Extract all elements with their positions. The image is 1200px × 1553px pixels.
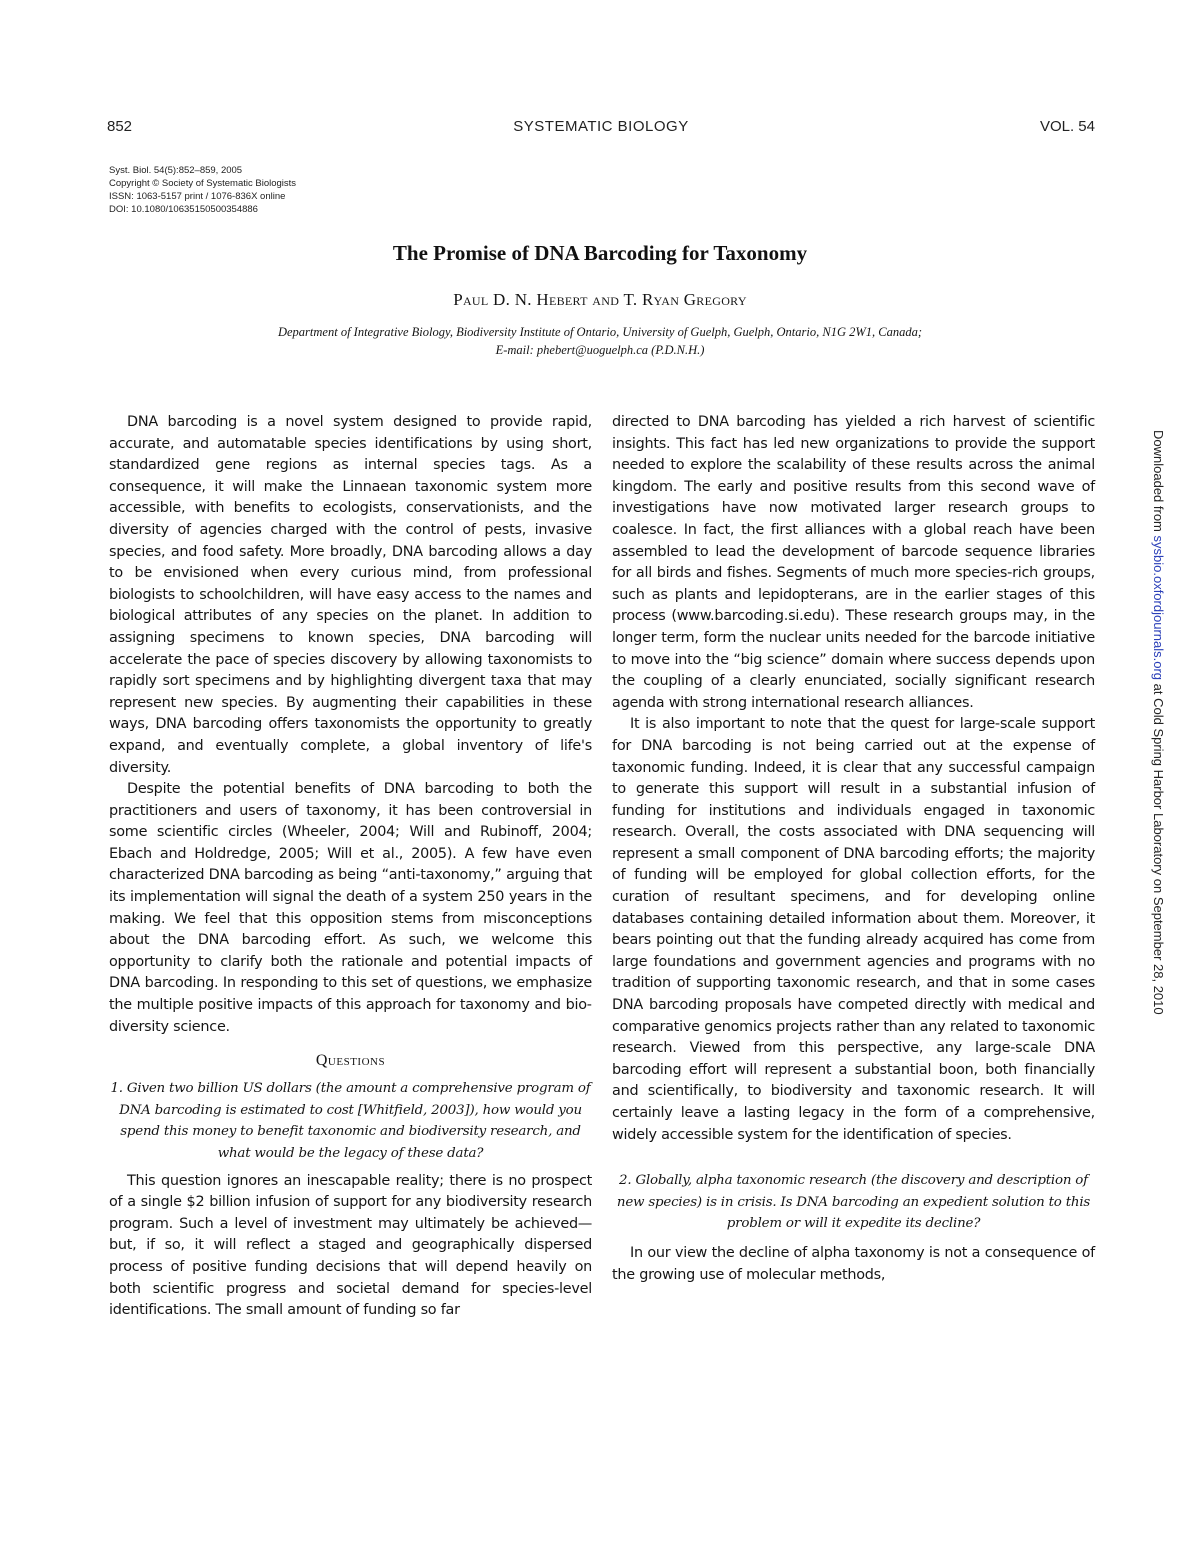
citation-block <box>109 164 296 216</box>
body-paragraph: Despite the potential benefits of DNA barcoding to both the practitioners and users of taxonomy, it has been controversial in some scientific circles (Wheeler, 2004; Will and Rubinoff, 2004; Ebach and Holdredge, 2005; Will et al., 2005). A few have even characterized DNA barcoding as being “anti-taxonomy,” arguing that its implementation will signal the death of a system 250 years in the making. We feel that this opposition stems from misconceptions about the DNA barcoding effort. As such, we welcome this opportunity to clarify both the rationale and potential impacts of DNA barcoding. In responding to this set of questions, we emphasize the multiple positive impacts of this approach for taxonomy and biodiversity science. <box>109 781 592 1035</box>
body-paragraph: directed to DNA barcoding has yielded a rich harvest of scientific insights. This fact has led new organizations to provide the support needed to explore the scalability of these results across the animal kingdom. The early and positive results from this second wave of investigations have now motivated larger research groups to coalesce. In fact, the first alliances with a global reach have been assembled to lead the development of barcode sequence libraries for all birds and fishes. Segments of much more species-rich groups, such as plants and lepidopterans, are in the earlier stages of this process (www.barcoding.si.edu). These research groups may, in the longer term, form the nuclear units needed for the barcode initiative to move into the “big science” domain where success depends upon the coupling of a clearly enunciated, socially significant research agenda with strong international research alliances. <box>612 414 1095 711</box>
affiliation-line: Department of Integrative Biology, Biodiversity Institute of Ontario, University of Guelph, Guelph, Ontario, N1G 2W1, Canada; <box>277 325 923 339</box>
body-paragraph: In our view the decline of alpha taxonomy is not a consequence of the growing use of molecular methods, <box>612 1244 1095 1283</box>
download-note-prefix: Downloaded from <box>1151 430 1166 536</box>
article-authors: Paul D. N. Hebert and T. Ryan Gregory <box>453 290 747 309</box>
citation-line: Copyright © Society of Systematic Biologists <box>109 178 297 189</box>
body-paragraph: This question ignores an inescapable reality; there is no prospect of a single $2 billion infusion of support for any biodiversity research program. Such a level of investment may ultimately be achieved—but, if so, it will reflect a staged and geographically dispersed process of positive funding decisions that will depend heavily on both scientific progress and societal demand for species-level identifications. The small amount of funding so far <box>109 1172 592 1319</box>
right-column <box>612 412 1095 1286</box>
download-note <box>1151 430 1166 1015</box>
body-paragraph: It is also important to note that the quest for large-scale support for DNA barcoding is not being carried out at the expense of taxonomic funding. Indeed, it is clear that any successful campaign to generate this support will result in a substantial infusion of funding for institutions and individuals engaged in taxonomic research. Overall, the costs associated with DNA sequencing will represent a small component of DNA barcoding efforts; the majority of funding will be employed for global collection efforts, for the curation of resultant specimens, and for developing online databases containing detailed information about them. Moreover, it bears pointing out that the funding already acquired has come from large foundations and government agencies and programs with no tradition of supporting taxonomic research, and that in some cases DNA barcoding proposals have competed directly with medical and comparative genomics projects rather than any related to taxonomic research. Viewed from this perspective, any large-scale DNA barcoding effort will represent a substantial boon, both financially and scientifically, to biodiversity and taxonomic research. It will certainly leave a lasting legacy in the form of a comprehensive, widely accessible system for the identification of species. <box>612 716 1095 1143</box>
page-number: 852 <box>107 118 133 135</box>
affiliation-email: E-mail: phebert@uoguelph.ca (P.D.N.H.) <box>495 343 705 357</box>
article-title: The Promise of DNA Barcoding for Taxonomy <box>392 241 808 265</box>
affiliation <box>0 323 1200 359</box>
running-head <box>107 118 1095 140</box>
question-1: 1. Given two billion US dollars (the amount a comprehensive program of DNA barcoding is estimated to cost [Whitfield, 2003]), how would you spend this money to benefit taxonomic and biodiversity research, and what would be the legacy of these data? <box>110 1081 591 1161</box>
download-note-suffix: at Cold Spring Harbor Laboratory on September 28, 2010 <box>1151 680 1166 1015</box>
left-column <box>109 412 592 1322</box>
citation-line: Syst. Biol. 54(5):852–859, 2005 <box>109 165 243 176</box>
section-heading: Questions <box>315 1052 386 1070</box>
citation-line: ISSN: 1063-5157 print / 1076-836X online <box>109 191 286 202</box>
journal-link[interactable]: sysbio.oxfordjournals.org <box>1151 535 1166 681</box>
body-paragraph: DNA barcoding is a novel system designed to provide rapid, accurate, and automatable species identifications by using short, standardized gene regions as internal species tags. As a consequence, it will make the Linnaean taxonomic system more accessible, with benefits to ecologists, conservationists, and the diversity of agencies charged with the control of pests, invasive species, and food safety. More broadly, DNA barcoding allows a day to be envisioned when every curious mind, from professional biologists to schoolchildren, will have easy access to the names and biological attributes of any species on the planet. In addition to assigning specimens to known species, DNA barcoding will accelerate the pace of species discovery by allowing taxonomists to rapidly sort specimens and by highlighting divergent taxa that may represent new species. By augmenting their capabilities in these ways, DNA barcoding offers taxonomists the opportunity to greatly expand, and eventually complete, a global inventory of life's diversity. <box>109 414 592 776</box>
question-2: 2. Globally, alpha taxonomic research (the discovery and description of new species) is in crisis. Is DNA barcoding an expedient solution to this problem or will it expedite its decline? <box>616 1173 1091 1232</box>
citation-line: DOI: 10.1080/10635150500354886 <box>109 204 258 215</box>
volume-label: VOL. 54 <box>1039 118 1095 135</box>
journal-name: SYSTEMATIC BIOLOGY <box>513 118 689 135</box>
